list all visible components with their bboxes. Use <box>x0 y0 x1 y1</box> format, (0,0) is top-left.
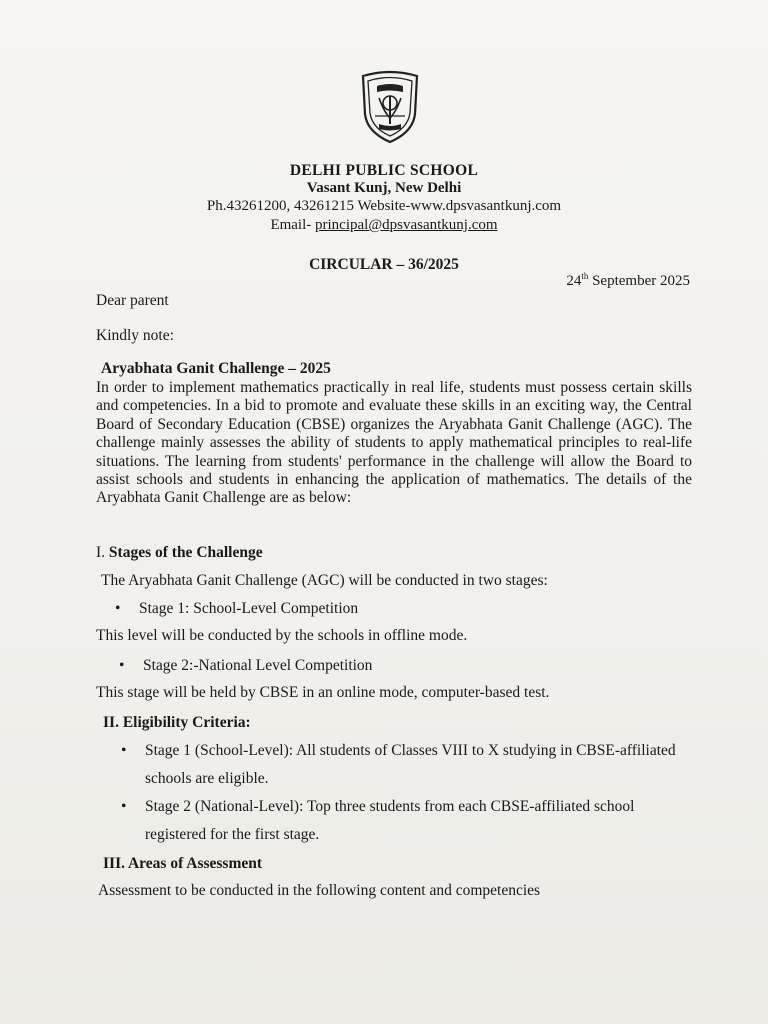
stage-1-item <box>115 600 358 618</box>
eligibility-item <box>121 737 691 793</box>
date-month-year: September 2025 <box>588 273 690 289</box>
school-name: DELHI PUBLIC SCHOOL <box>289 162 479 179</box>
school-email-line <box>0 217 768 234</box>
salutation: Dear parent <box>96 292 169 309</box>
email-label: Email- <box>270 217 316 233</box>
assessment-lead: Assessment to be conducted in the following content and competencies <box>98 882 541 899</box>
assessment-heading: III. Areas of Assessment <box>103 855 263 872</box>
school-location: Vasant Kunj, New Delhi <box>306 180 462 196</box>
email-link[interactable]: principal@dpsvasantkunj.com <box>315 217 498 233</box>
eligibility-heading: II. Eligibility Criteria: <box>103 714 251 731</box>
date-suffix: th <box>581 271 589 281</box>
eligibility-item-text: Stage 1 (School-Level): All students of Classes VIII to X studying in CBSE-affiliated schools are eligible. <box>145 742 676 787</box>
circular-date <box>566 271 690 290</box>
kindly-note: Kindly note: <box>96 327 174 344</box>
stage-2-note: This stage will be held by CBSE in an online mode, computer-based test. <box>96 684 550 701</box>
stage-2-item <box>119 657 372 675</box>
school-contact: Ph.43261200, 43261215 Website-www.dpsvasantkunj.com <box>206 198 562 214</box>
stages-heading <box>96 544 263 562</box>
date-day: 24 <box>566 273 582 289</box>
eligibility-item-text: Stage 2 (National-Level): Top three students from each CBSE-affiliated school registered for the first stage. <box>145 798 635 843</box>
stages-heading-text: Stages of the Challenge <box>108 544 263 561</box>
bullet-icon: • <box>119 657 125 674</box>
bullet-icon: • <box>121 798 127 815</box>
eligibility-item <box>121 793 691 849</box>
circular-number: CIRCULAR – 36/2025 <box>309 256 459 273</box>
stage-1-note: This level will be conducted by the schools in offline mode. <box>96 627 468 644</box>
bullet-icon: • <box>115 600 121 617</box>
school-crest-logo <box>357 68 423 144</box>
stage-2-text: Stage 2:-National Level Competition <box>143 657 373 674</box>
intro-paragraph: In order to implement mathematics practically in real life, students must possess certain skills and competencies. In a bid to promote and evaluate these skills in an exciting way, the Central Board of Secondary Education (CBSE) organizes the Aryabhata Ganit Challenge (AGC). The challenge mainly assesses the ability of students to apply mathematical principles to real-life situations. The learning from students' performance in the challenge will allow the Board to assist schools and students in enhancing the application of mathematics. The details of the Aryabhata Ganit Challenge are as below: <box>96 379 692 507</box>
stage-1-text: Stage 1: School-Level Competition <box>139 600 359 617</box>
stages-lead: The Aryabhata Ganit Challenge (AGC) will be conducted in two stages: <box>101 572 548 589</box>
section-title: Aryabhata Ganit Challenge – 2025 <box>101 360 331 377</box>
stages-numeral: I. <box>96 544 109 561</box>
bullet-icon: • <box>121 742 127 759</box>
